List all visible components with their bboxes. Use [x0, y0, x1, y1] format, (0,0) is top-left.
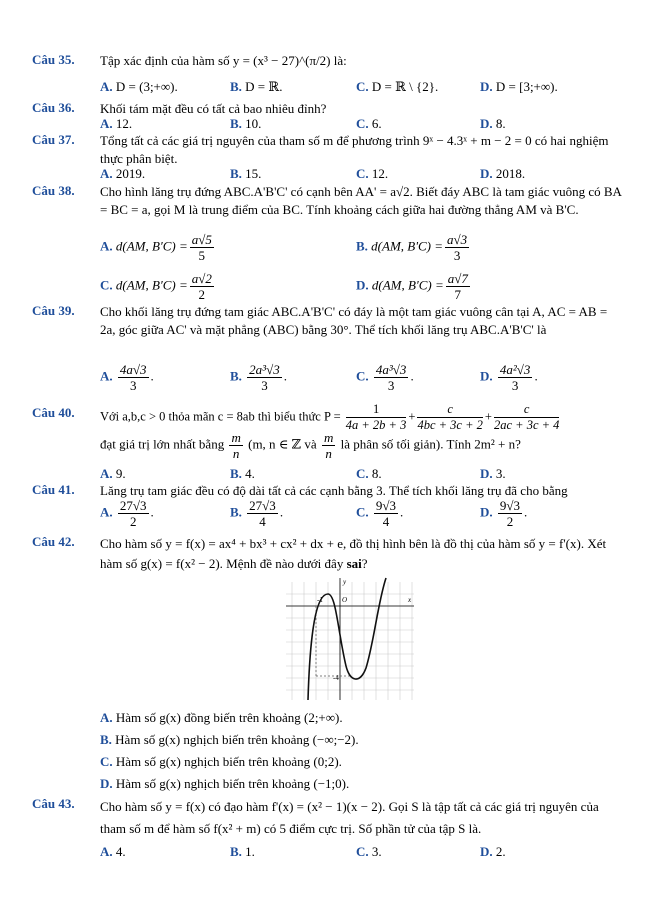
fraction-numerator: c [417, 402, 482, 418]
option-d[interactable] [100, 776, 349, 792]
fraction [445, 232, 469, 263]
fraction [118, 362, 149, 393]
option-letter: A. [100, 238, 113, 254]
option-letter: C. [356, 368, 369, 384]
option-letter: A. [100, 368, 113, 384]
option-a[interactable]: A. $\frac{4a√3}{3}$ . [100, 362, 154, 393]
question-text-part: đạt giá trị lớn nhất bằng [100, 436, 225, 452]
option-letter: C. [356, 466, 369, 481]
question-37 [32, 132, 622, 168]
option-letter: D. [480, 844, 493, 859]
option-text: D = ℝ \ {2}. [371, 79, 439, 94]
option-text: d(AM, B'C) = [115, 238, 188, 254]
fraction-denominator: 5 [198, 248, 206, 263]
option-b[interactable]: B. $\frac{\text{2a³√3}}{3}$ . [230, 362, 287, 393]
tick-label: -4 [333, 674, 339, 682]
question-42 [32, 534, 622, 574]
question-text-part: là phân số tối giản). Tính 2m² + n? [340, 436, 521, 452]
option-letter: A. [100, 466, 113, 481]
fraction-numerator: c [494, 402, 559, 418]
fraction-denominator: 2 [129, 514, 137, 529]
fraction [498, 362, 533, 393]
fraction-numerator: 4a²√3 [499, 362, 531, 377]
derivative-graph [286, 572, 416, 702]
option-text: Hàm số g(x) nghịch biến trên khoảng (0;2). [115, 754, 342, 769]
fraction-numerator: 4a√3 [119, 362, 147, 377]
question-text-part: Cho hàm số y = f(x) = ax⁴ + bx³ + cx² + dx + e, đồ thị hình bên là đồ thị của hàm số y = f'(x). Xét hàm số g(x) = f(x² − 2). Mệnh đề nào dưới đây [100, 536, 607, 571]
option-letter: B. [230, 844, 242, 859]
option-b[interactable]: B. $\frac{27√3}{4}$ . [230, 498, 284, 529]
option-c[interactable] [356, 466, 382, 482]
fraction-numerator: 1 [346, 402, 407, 418]
fraction [247, 498, 278, 529]
option-letter: D. [356, 277, 369, 293]
option-text: d(AM, B'C) = [371, 238, 444, 254]
option-letter: B. [230, 166, 242, 181]
tick-label: -1 [317, 596, 323, 604]
y-axis-label: y [343, 578, 347, 586]
option-letter: C. [356, 504, 369, 520]
option-a[interactable] [100, 232, 216, 263]
fraction [118, 498, 149, 529]
fraction-denominator: n [325, 446, 332, 461]
option-text: 10. [245, 116, 262, 131]
option-d[interactable] [480, 166, 525, 182]
option-b[interactable] [230, 466, 255, 482]
fraction-denominator: 2 [506, 514, 514, 529]
question-35 [32, 52, 622, 70]
option-a[interactable]: A. $\frac{27√3}{2}$ . [100, 498, 154, 529]
option-text: 1. [245, 844, 255, 859]
origin-label: O [342, 596, 348, 604]
option-text: 12. [371, 166, 389, 181]
option-a[interactable] [100, 166, 145, 182]
option-d[interactable]: D. $\frac{\text{4a²√3}}{3}$ . [480, 362, 538, 393]
option-d[interactable] [480, 116, 506, 132]
fraction-numerator: 9√3 [375, 498, 397, 513]
question-text [100, 534, 622, 574]
option-letter: C. [356, 166, 369, 181]
fraction-denominator: 2ac + 3c + 4 [493, 418, 560, 432]
fraction [417, 402, 482, 433]
option-text: Hàm số g(x) nghịch biến trên khoảng (−∞;−2). [115, 732, 359, 747]
fraction-numerator: m [231, 430, 241, 445]
question-number: Câu 39. [32, 303, 75, 318]
question-text-part: (m, n ∈ ℤ và [248, 436, 317, 452]
fraction-numerator: a√2 [191, 271, 212, 286]
question-text [100, 430, 622, 461]
option-text: 3. [371, 844, 382, 859]
question-text: Khối tám mặt đều có tất cả bao nhiêu đỉnh? [100, 101, 327, 116]
question-number: Câu 41. [32, 482, 75, 497]
question-text: Cho hàm số y = f(x) có đạo hàm f'(x) = (x² − 1)(x − 2). Gọi S là tập tất cả các giá trị nguyên của tham số m để hàm số f(x² + m) có 5 điểm cực trị. Số phần tử của tập S là. [100, 799, 599, 836]
fraction-numerator: 2a³√3 [249, 362, 280, 377]
option-text: 12. [115, 116, 133, 131]
option-letter: C. [356, 844, 369, 859]
option-letter: D. [480, 116, 493, 131]
fraction-denominator: 4 [259, 514, 266, 529]
option-a[interactable] [100, 79, 178, 95]
fraction-numerator: a√5 [191, 232, 212, 247]
option-a[interactable] [100, 466, 126, 482]
option-text: D = ℝ. [245, 79, 283, 94]
option-letter: B. [230, 504, 242, 520]
option-letter: B. [100, 732, 112, 747]
option-text: 2019. [115, 166, 146, 181]
option-text: 8. [371, 466, 382, 481]
option-text: 8. [495, 116, 506, 131]
fraction-numerator: 27√3 [119, 498, 147, 513]
option-d[interactable] [480, 79, 558, 95]
fraction-denominator: 4a + 2b + 3 [345, 418, 407, 432]
option-d[interactable]: D. $\frac{9√3}{2}$ . [480, 498, 528, 529]
option-letter: A. [100, 844, 113, 859]
option-letter: B. [356, 238, 368, 254]
option-text: 4. [115, 844, 126, 859]
option-letter: D. [100, 776, 113, 791]
option-b[interactable] [356, 232, 471, 263]
option-letter: D. [480, 504, 493, 520]
option-text: 4. [245, 466, 255, 481]
option-letter: C. [100, 754, 113, 769]
option-text: 3. [495, 466, 506, 481]
option-d[interactable] [480, 844, 506, 860]
question-text: Lăng trụ tam giác đều có độ dài tất cả các cạnh bằng 3. Thể tích khối lăng trụ đã cho bằng [100, 483, 568, 498]
question-number: Câu 40. [32, 405, 75, 420]
option-letter: A. [100, 116, 113, 131]
fraction-denominator: 3 [129, 378, 137, 393]
option-letter: B. [230, 79, 242, 94]
question-text: Tổng tất cả các giá trị nguyên của tham số m để phương trình 9ˣ − 4.3ˣ + m − 2 = 0 có hai nghiệm thực phân biệt. [100, 133, 609, 166]
option-letter: D. [480, 368, 493, 384]
fraction [247, 362, 282, 393]
option-c[interactable] [356, 79, 438, 95]
question-text-part: ? [361, 556, 368, 571]
option-a[interactable] [100, 844, 126, 860]
fraction-denominator: 3 [261, 378, 268, 393]
option-letter: C. [356, 79, 369, 94]
option-text: 6. [371, 116, 382, 131]
x-axis-label: x [408, 596, 412, 604]
question-number: Câu 38. [32, 183, 75, 198]
option-letter: D. [480, 466, 493, 481]
fraction [374, 498, 398, 529]
option-letter: A. [100, 504, 113, 520]
fraction [190, 271, 214, 302]
question-text: Với a,b,c > 0 thỏa mãn c = 8ab thì biểu thức P = $\frac{1}{4a + 2b + 3}$ + $\frac{c}{4bc + 3c + 2}$ + $\frac{c}{2ac + 3c + 4}$ [100, 402, 560, 432]
emphasis: sai [346, 556, 362, 571]
fraction-denominator: 4 [382, 514, 390, 529]
graph-grid [286, 582, 414, 700]
fraction-denominator: 3 [387, 378, 395, 393]
fraction [494, 402, 559, 433]
option-a[interactable] [100, 710, 343, 726]
option-b[interactable] [230, 844, 255, 860]
fraction [190, 232, 214, 263]
question-text: Cho khối lăng trụ đứng tam giác ABC.A'B'C' có đáy là một tam giác vuông cân tại A, AC = AB = 2a, góc giữa AC' và mặt phẳng (ABC) bằng 30°. Thể tích khối lăng trụ ABC.A'B'C' là [100, 304, 608, 337]
question-number: Câu 36. [32, 100, 75, 115]
option-text: 9. [115, 466, 126, 481]
fraction-numerator: 27√3 [249, 498, 276, 513]
question-number: Câu 42. [32, 534, 75, 549]
option-letter: B. [230, 466, 242, 481]
option-a[interactable] [100, 116, 132, 132]
fraction-numerator: 4a³√3 [375, 362, 407, 377]
option-letter: D. [480, 79, 493, 94]
question-text-part: Với a,b,c > 0 thỏa mãn c = 8ab thì biểu thức P = [100, 409, 341, 424]
fraction-numerator: m [323, 430, 334, 445]
fraction-denominator: 7 [454, 287, 462, 302]
question-text: Tập xác định của hàm số y = (x³ − 27)^(π/2) là: [100, 53, 347, 68]
question-40-cont [32, 430, 622, 461]
option-c[interactable]: C. $\frac{9√3}{4}$ . [356, 498, 404, 529]
fraction [322, 430, 335, 461]
option-d[interactable] [356, 271, 472, 302]
option-text: 2018. [495, 166, 526, 181]
option-c[interactable] [100, 271, 216, 302]
fraction [374, 362, 409, 393]
option-text: d(AM, B'C) = [371, 277, 444, 293]
option-text: D = (3;+∞). [115, 79, 178, 94]
fraction-numerator: 9√3 [499, 498, 521, 513]
option-b[interactable] [230, 116, 261, 132]
fraction [346, 402, 407, 433]
option-c[interactable]: C. $\frac{\text{4a³√3}}{3}$ . [356, 362, 414, 393]
question-number: Câu 37. [32, 132, 75, 147]
option-text: d(AM, B'C) = [115, 277, 188, 293]
fraction-denominator: 2 [198, 287, 206, 302]
question-number: Câu 35. [32, 52, 75, 67]
fraction [498, 498, 522, 529]
fraction [446, 271, 470, 302]
option-letter: B. [230, 116, 242, 131]
option-text: Hàm số g(x) nghịch biến trên khoảng (−1;0). [115, 776, 350, 791]
option-letter: C. [356, 116, 369, 131]
question-38 [32, 183, 622, 219]
question-43 [32, 796, 622, 840]
option-text: 15. [245, 166, 262, 181]
option-text: Hàm số g(x) đồng biến trên khoảng (2;+∞). [115, 710, 343, 725]
fraction-numerator: a√3 [447, 232, 468, 247]
option-letter: A. [100, 166, 113, 181]
option-b[interactable] [230, 79, 282, 95]
option-c[interactable] [356, 116, 382, 132]
option-c[interactable] [356, 166, 388, 182]
option-letter: A. [100, 710, 113, 725]
option-c[interactable] [100, 754, 342, 770]
fraction [229, 430, 242, 461]
option-letter: C. [100, 277, 113, 293]
option-d[interactable] [480, 466, 506, 482]
question-40 [32, 402, 622, 433]
option-text: D = [3;+∞). [495, 79, 558, 94]
question-text: Cho hình lăng trụ đứng ABC.A'B'C' có cạnh bên AA' = a√2. Biết đáy ABC là tam giác vuông có BA = BC = a, gọi M là trung điểm của BC. Tính khoảng cách giữa hai đường thẳng AM và B'C. [100, 184, 622, 217]
fraction-denominator: 3 [511, 378, 519, 393]
option-letter: B. [230, 368, 242, 384]
option-c[interactable] [356, 844, 382, 860]
fraction-denominator: 3 [453, 248, 461, 263]
option-b[interactable] [100, 732, 359, 748]
fraction-denominator: 4bc + 3c + 2 [417, 418, 483, 432]
question-39 [32, 303, 622, 339]
option-letter: D. [480, 166, 493, 181]
option-letter: A. [100, 79, 113, 94]
option-b[interactable] [230, 166, 261, 182]
question-number: Câu 43. [32, 796, 75, 811]
fraction-numerator: a√7 [447, 271, 468, 286]
option-text: 2. [495, 844, 506, 859]
fraction-denominator: n [232, 446, 240, 461]
